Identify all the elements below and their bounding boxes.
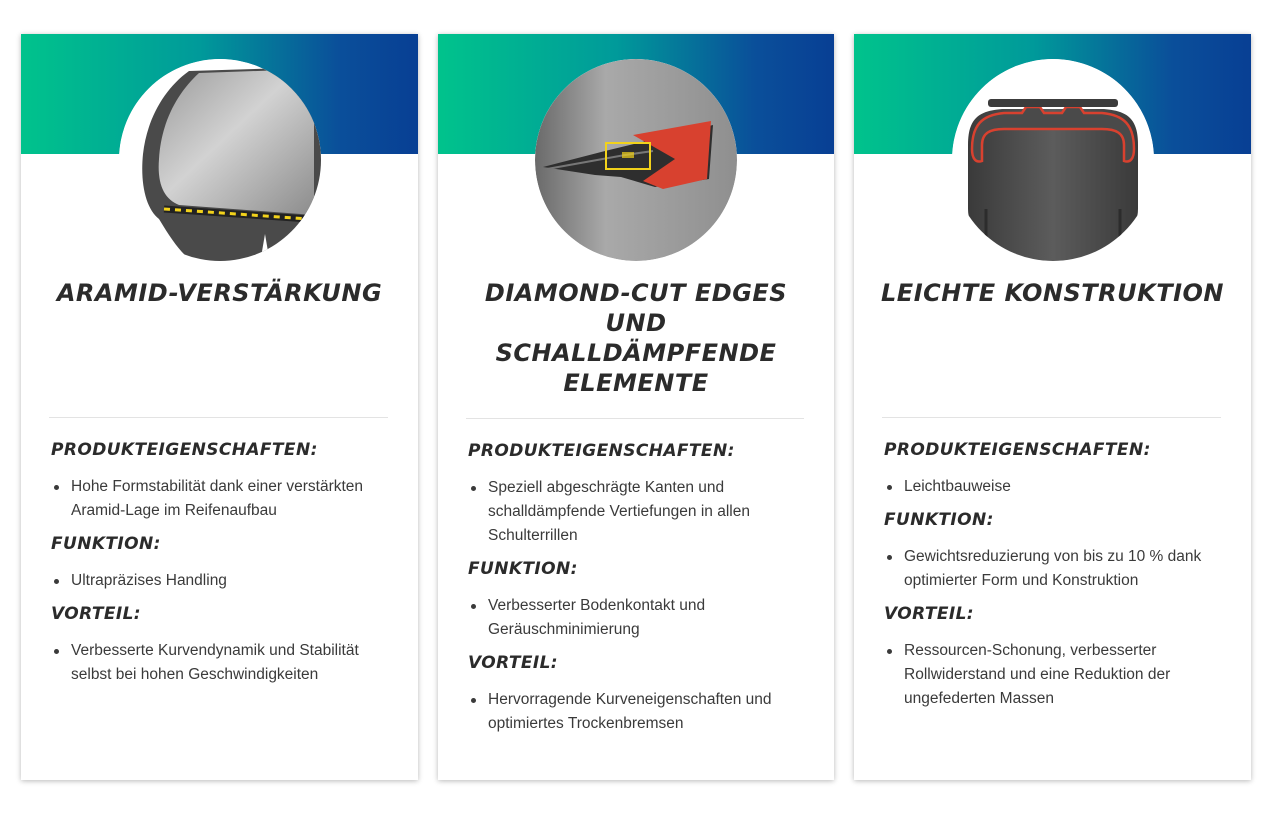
properties-heading: PRODUKTEIGENSCHAFTEN: — [468, 441, 735, 461]
advantage-list — [51, 639, 400, 687]
aramid-tire-section-icon — [119, 59, 321, 261]
list-item: Verbesserte Kurvendynamik und Stabilität selbst bei hohen Geschwindigkeiten — [51, 639, 400, 687]
advantage-list — [468, 688, 816, 736]
divider — [466, 418, 804, 419]
divider — [882, 417, 1221, 418]
list-item: Speziell abgeschrägte Kanten und schalldämpfende Vertiefungen in allen Schulterrillen — [468, 476, 816, 548]
properties-list — [468, 476, 816, 548]
properties-heading: PRODUKTEIGENSCHAFTEN: — [51, 440, 318, 460]
card-title: ARAMID-VERSTÄRKUNG — [56, 279, 383, 307]
list-item: Ultrapräzises Handling — [51, 569, 400, 593]
advantage-heading: VORTEIL: — [51, 604, 142, 624]
function-heading: FUNKTION: — [468, 559, 578, 579]
properties-heading: PRODUKTEIGENSCHAFTEN: — [884, 440, 1151, 460]
lightweight-tire-profile-icon — [952, 59, 1154, 261]
card-title: DIAMOND-CUT EDGES UND SCHALLDÄMPFENDE ELEMENTE — [484, 279, 788, 397]
function-list — [884, 545, 1233, 593]
list-item: Hervorragende Kurveneigenschaften und optimiertes Trockenbremsen — [468, 688, 816, 736]
list-item: Gewichtsreduzierung von bis zu 10 % dank optimierter Form und Konstruktion — [884, 545, 1233, 593]
function-list — [468, 594, 816, 642]
card-title: LEICHTE KONSTRUKTION — [881, 279, 1224, 307]
feature-card-diamond-cut — [438, 34, 834, 780]
card-content — [51, 439, 400, 697]
feature-card-lightweight — [854, 34, 1251, 780]
list-item: Hohe Formstabilität dank einer verstärkten Aramid-Lage im Reifenaufbau — [51, 475, 400, 523]
card-content — [468, 440, 816, 746]
divider — [49, 417, 388, 418]
feature-card-aramid — [21, 34, 418, 780]
list-item: Ressourcen-Schonung, verbesserter Rollwiderstand und eine Reduktion der ungefederten Massen — [884, 639, 1233, 711]
advantage-heading: VORTEIL: — [468, 653, 559, 673]
diamond-cut-edge-icon — [535, 59, 737, 261]
list-item: Leichtbauweise — [884, 475, 1233, 499]
function-heading: FUNKTION: — [884, 510, 994, 530]
card-content — [884, 439, 1233, 721]
function-list — [51, 569, 400, 593]
list-item: Verbesserter Bodenkontakt und Geräuschminimierung — [468, 594, 816, 642]
properties-list — [884, 475, 1233, 499]
advantage-list — [884, 639, 1233, 711]
advantage-heading: VORTEIL: — [884, 604, 975, 624]
function-heading: FUNKTION: — [51, 534, 161, 554]
properties-list — [51, 475, 400, 523]
